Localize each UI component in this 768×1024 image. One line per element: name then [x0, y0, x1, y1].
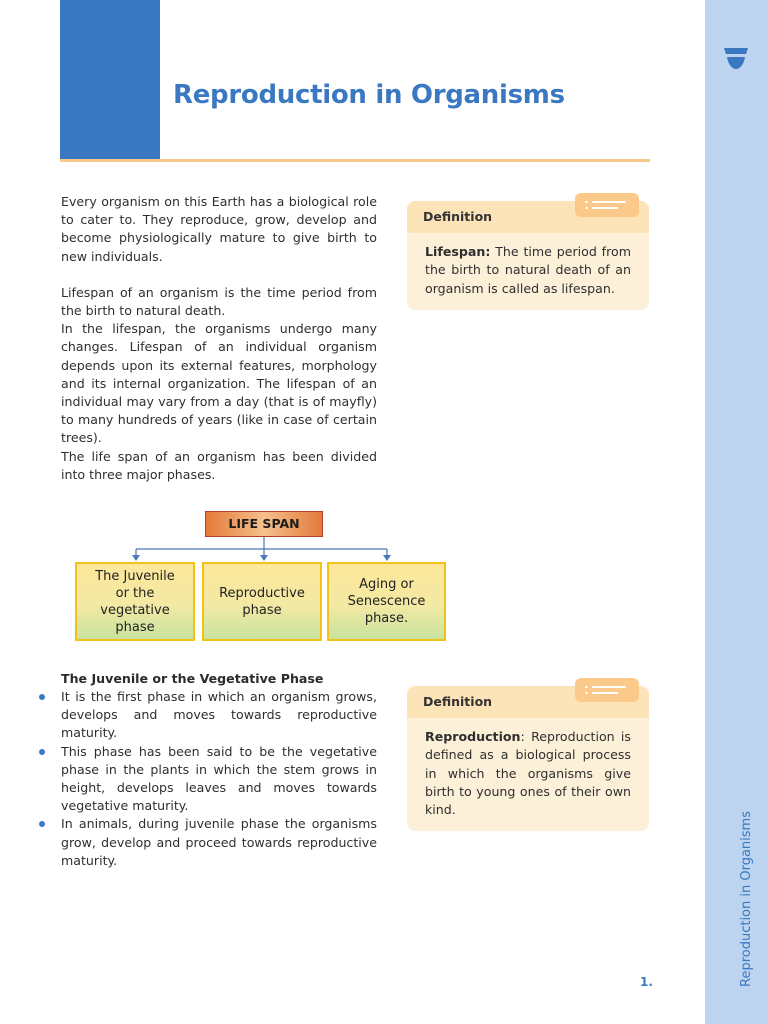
running-title: Reproduction in Organisms: [739, 811, 754, 987]
unacademy-logo-icon: [722, 46, 750, 72]
definition-term: Reproduction: [425, 729, 521, 744]
list-item: [61, 743, 377, 816]
bullet-icon: [39, 749, 45, 755]
page-title: Reproduction in Organisms: [173, 80, 565, 110]
definition-box-reproduction: [407, 686, 649, 831]
phase-label: Aging or Senescence phase.: [347, 577, 426, 626]
definition-heading: Definition: [407, 686, 649, 718]
bullet-text: This phase has been said to be the vegetative phase in the plants in which the stem grows in height, develops leaves and moves towards vegetative maturity.: [61, 743, 377, 814]
intro-text: [61, 193, 377, 484]
definition-body: [407, 718, 649, 831]
definition-body: [407, 233, 649, 310]
definition-text: The time period from the birth to natural death of an organism is called as lifespan.: [425, 244, 631, 296]
title-divider: [60, 159, 650, 162]
juvenile-bullet-list: [61, 688, 377, 870]
list-item: [61, 688, 377, 743]
definition-text: : Reproduction is defined as a biological process in which the organisms give birth to young ones of their own kind.: [425, 729, 631, 818]
section-heading: The Juvenile or the Vegetative Phase: [61, 671, 324, 686]
definition-tab-icon: [575, 678, 639, 702]
phase-box-juvenile: [75, 562, 195, 641]
lifespan-root-box: LIFE SPAN: [205, 511, 323, 537]
bullet-icon: [39, 821, 45, 827]
intro-paragraph: The life span of an organism has been divided into three major phases.: [61, 448, 377, 482]
list-item: [61, 815, 377, 870]
intro-paragraph: In the lifespan, the organisms undergo many changes. Lifespan of an individual organism depends upon its external features, morphology and its internal organization. The lifespan of an individual may vary from a day (that is of mayfly) to many hundreds of years (like in case of certain trees).: [61, 321, 377, 446]
header-color-block: [60, 0, 160, 160]
page-number: 1.: [640, 975, 653, 989]
bullet-text: In animals, during juvenile phase the organisms grow, develop and proceed towards reproductive maturity.: [61, 816, 377, 868]
definition-tab-icon: [575, 193, 639, 217]
phase-label: Reproductive phase: [219, 585, 305, 618]
definition-box-lifespan: [407, 201, 649, 310]
phase-box-reproductive: [202, 562, 322, 641]
definition-heading: Definition: [407, 201, 649, 233]
intro-paragraph: Every organism on this Earth has a biological role to cater to. They reproduce, grow, develop and become physiologically mature to give birth to new individuals.: [61, 194, 377, 264]
definition-term: Lifespan:: [425, 244, 491, 259]
intro-paragraph: Lifespan of an organism is the time period from the birth to natural death.: [61, 284, 377, 319]
sidebar-strip: [705, 0, 768, 1024]
bullet-icon: [39, 694, 45, 700]
phase-label: The Juvenile or the vegetative phase: [95, 568, 175, 635]
phase-box-aging: [327, 562, 446, 641]
bullet-text: It is the first phase in which an organism grows, develops and moves towards reproductive maturity.: [61, 689, 377, 741]
